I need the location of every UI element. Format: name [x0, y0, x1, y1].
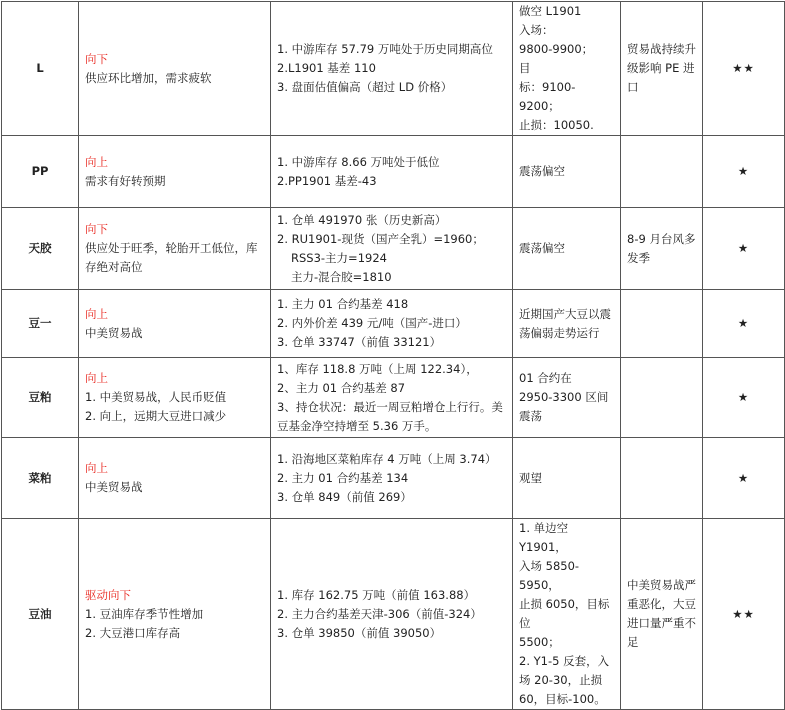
reason-line: 1. 中美贸易战，人民币贬值 — [85, 390, 227, 404]
rating-stars: ★ — [703, 208, 785, 290]
direction-cell — [79, 358, 271, 438]
risk-cell — [621, 438, 703, 519]
reason-line: 供应环比增加，需求疲软 — [85, 70, 212, 85]
fundamental-line: 2.L1901 基差 110 — [277, 61, 376, 75]
fundamental-line: 1. 库存 162.75 万吨（前值 163.88） — [277, 587, 476, 602]
fundamentals-cell — [271, 2, 513, 136]
rating-stars: ★★ — [703, 2, 785, 136]
strategy-line: 观望 — [519, 470, 542, 485]
reason-line: 2. 大豆港口库存高 — [85, 625, 181, 640]
direction-label: 向上 — [85, 154, 108, 169]
fundamental-line: 1、库存 118.8 万吨（上周 122.34）， — [277, 361, 478, 376]
fundamentals-cell — [271, 136, 513, 208]
fundamental-line: 2. 内外价差 439 元/吨（国产-进口） — [277, 316, 467, 330]
fundamental-line: 1. 主力 01 合约基差 418 — [277, 297, 409, 311]
commodity-name: 豆粕 — [2, 358, 79, 438]
table-row — [2, 2, 785, 136]
table-row — [2, 438, 785, 519]
fundamentals-cell — [271, 208, 513, 290]
strategy-line: 9800-9900； — [519, 42, 594, 56]
strategy-line: 震荡偏空 — [519, 241, 565, 255]
direction-cell — [79, 438, 271, 519]
strategy-line: 近期国产大豆以震荡偏弱走势运行 — [519, 306, 611, 340]
fundamentals-cell — [271, 358, 513, 438]
strategy-line: 做空 L1901 — [519, 4, 582, 18]
rating-stars: ★★ — [703, 519, 785, 710]
fundamental-line: 3. 仓单 33747（前值 33121） — [277, 335, 442, 349]
fundamental-line: 3. 盘面估值偏高（超过 LD 价格） — [277, 80, 453, 94]
strategy-line: 目 — [519, 61, 531, 75]
fundamental-line: 2. 主力 01 合约基差 134 — [277, 470, 409, 485]
commodity-name: 菜粕 — [2, 438, 79, 519]
fundamental-line: 1. 沿海地区菜粕库存 4 万吨（上周 3.74） — [277, 451, 497, 466]
risk-cell — [621, 290, 703, 358]
strategy-line: 2950-3300 区间 — [519, 390, 609, 404]
fundamental-line: 3. 仓单 849（前值 269） — [277, 489, 412, 504]
fundamental-line: RSS3-主力=1924 — [291, 250, 387, 265]
direction-cell — [79, 208, 271, 290]
reason-line: 1. 豆油库存季节性增加 — [85, 606, 204, 621]
risk-line: 中美贸易战严重恶化，大豆进口量严重不足 — [627, 578, 696, 649]
fundamental-line: 1. 仓单 491970 张（历史新高） — [277, 212, 447, 227]
fundamental-line: 2、主力 01 合约基差 87 — [277, 380, 406, 395]
risk-cell — [621, 136, 703, 208]
direction-cell — [79, 519, 271, 710]
commodity-name: 天胶 — [2, 208, 79, 290]
fundamental-line: 1. 中游库存 57.79 万吨处于历史同期高位 — [277, 42, 493, 56]
direction-label: 向上 — [85, 461, 108, 475]
direction-label: 向上 — [85, 306, 108, 321]
strategy-line: 2. Y1-5 反套，入场 20-30，止损 — [519, 654, 610, 687]
strategy-line: 入场 5850-5950， — [519, 559, 580, 592]
strategy-line: 震荡 — [519, 409, 542, 423]
fundamental-line: 2.PP1901 基差-43 — [277, 173, 377, 188]
strategy-line: 1. 单边空 Y1901， — [519, 521, 569, 554]
commodity-name: L — [2, 2, 79, 136]
fundamental-line: 主力-混合胶=1810 — [291, 269, 392, 284]
strategy-cell — [513, 290, 621, 358]
reason-line: 中美贸易战 — [85, 480, 143, 494]
strategy-line: 止损：10050. — [519, 118, 594, 132]
strategy-line: 5500； — [519, 635, 560, 649]
fundamentals-cell — [271, 519, 513, 710]
rating-stars: ★ — [703, 136, 785, 208]
fundamentals-cell — [271, 290, 513, 358]
commodity-name: 豆一 — [2, 290, 79, 358]
strategy-line: 入场： — [519, 23, 554, 37]
table-row — [2, 290, 785, 358]
commodity-name: PP — [2, 136, 79, 208]
risk-line: 贸易战持续升级影响 PE 进口 — [627, 42, 696, 94]
reason-line: 需求有好转预期 — [85, 173, 166, 188]
reason-line: 2. 向上，远期大豆进口减少 — [85, 409, 227, 423]
strategy-line: 01 合约在 — [519, 371, 572, 385]
fundamental-line: 1. 中游库存 8.66 万吨处于低位 — [277, 154, 440, 169]
table-row — [2, 136, 785, 208]
table-row — [2, 208, 785, 290]
direction-label: 向下 — [85, 222, 108, 236]
rating-stars: ★ — [703, 358, 785, 438]
direction-label: 向上 — [85, 371, 108, 385]
commodity-strategy-table — [1, 1, 785, 710]
table-row — [2, 519, 785, 710]
rating-stars: ★ — [703, 438, 785, 519]
direction-cell — [79, 136, 271, 208]
strategy-line: 震荡偏空 — [519, 164, 565, 178]
fundamental-line: 3. 仓单 39850（前值 39050） — [277, 625, 442, 640]
rating-stars: ★ — [703, 290, 785, 358]
fundamental-line: 2. 主力合约基差天津-306（前值-324） — [277, 606, 482, 621]
strategy-line: 止损 6050，目标位 — [519, 597, 610, 630]
strategy-cell — [513, 519, 621, 710]
strategy-cell — [513, 208, 621, 290]
risk-line: 8-9 月台风多发季 — [627, 231, 696, 265]
strategy-cell — [513, 136, 621, 208]
commodity-name: 豆油 — [2, 519, 79, 710]
table-row — [2, 358, 785, 438]
reason-line: 中美贸易战 — [85, 325, 143, 340]
risk-cell — [621, 208, 703, 290]
direction-cell — [79, 2, 271, 136]
risk-cell — [621, 2, 703, 136]
strategy-cell — [513, 2, 621, 136]
strategy-cell — [513, 438, 621, 519]
strategy-cell — [513, 358, 621, 438]
fundamentals-cell — [271, 438, 513, 519]
direction-label: 驱动向下 — [85, 587, 131, 602]
risk-cell — [621, 358, 703, 438]
reason-line: 供应处于旺季，轮胎开工低位，库存绝对高位 — [85, 241, 258, 274]
fundamental-line: 2. RU1901-现货（国产全乳）=1960； — [277, 231, 484, 246]
strategy-line: 60，目标-100。 — [519, 692, 606, 706]
risk-cell — [621, 519, 703, 710]
strategy-line: 标：9100-9200； — [519, 80, 576, 113]
fundamental-line: 3、持仓状况：最近一周豆粕增仓上行行。美豆基金净空持增至 5.36 万手。 — [277, 399, 503, 433]
direction-label: 向下 — [85, 51, 108, 66]
direction-cell — [79, 290, 271, 358]
